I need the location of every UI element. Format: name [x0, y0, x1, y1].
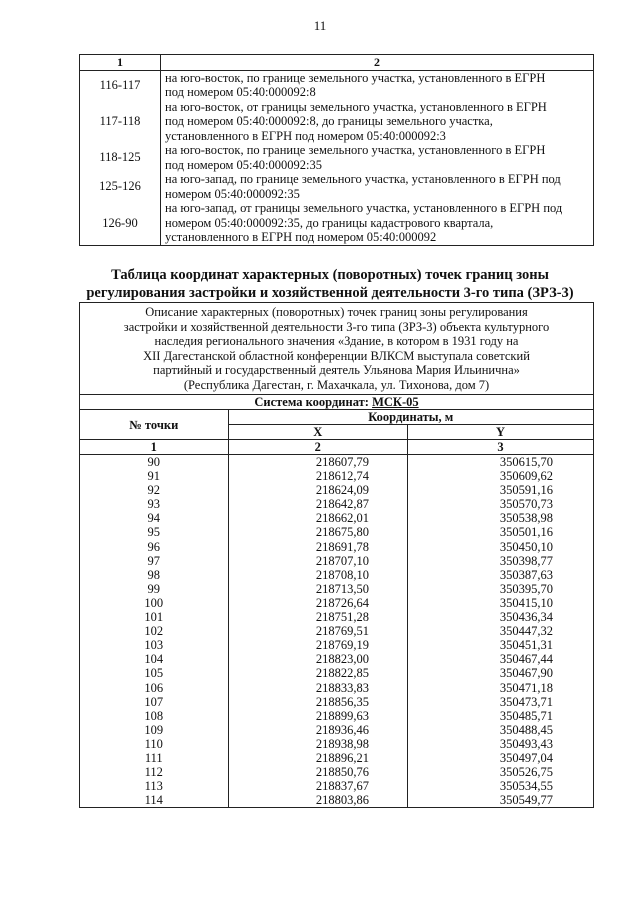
table-row	[80, 483, 594, 497]
column-number-2: 2	[161, 55, 594, 71]
y-coordinate: 350447,32	[407, 624, 593, 638]
x-coordinate: 218833,83	[228, 681, 407, 695]
x-coordinate: 218624,09	[228, 483, 407, 497]
description-line: застройки и хозяйственной деятельности 3-го типа (ЗРЗ-3) объекта культурного	[123, 319, 550, 334]
segment-id: 125-126	[80, 172, 161, 201]
y-coordinate: 350615,70	[407, 455, 593, 470]
point-number: 112	[80, 765, 229, 779]
y-coordinate: 350526,75	[407, 765, 593, 779]
x-coordinate: 218691,78	[228, 540, 407, 554]
x-coordinate: 218662,01	[228, 511, 407, 525]
segment-id: 116-117	[80, 70, 161, 100]
y-coordinate: 350415,10	[407, 596, 593, 610]
table-row	[80, 666, 594, 680]
description-line: XII Дагестанской областной конференции ВЛКСМ выступала советский	[143, 348, 530, 363]
x-coordinate: 218675,80	[228, 525, 407, 539]
coordinates-header: Координаты, м	[228, 410, 593, 425]
point-number: 101	[80, 610, 229, 624]
table-header-row	[80, 55, 594, 71]
x-coordinate: 218769,51	[228, 624, 407, 638]
table-row	[80, 201, 594, 245]
x-coordinate: 218612,74	[228, 469, 407, 483]
point-number: 110	[80, 737, 229, 751]
table-row	[80, 596, 594, 610]
table-row	[80, 709, 594, 723]
description-line: на юго-восток, по границе земельного участка, установленного в ЕГРН	[165, 143, 546, 157]
segment-id: 117-118	[80, 100, 161, 144]
table-row	[80, 540, 594, 554]
point-number: 102	[80, 624, 229, 638]
x-coordinate: 218837,67	[228, 779, 407, 793]
y-coordinate: 350450,10	[407, 540, 593, 554]
point-number: 108	[80, 709, 229, 723]
table-row	[80, 723, 594, 737]
description-row	[80, 303, 594, 395]
point-number: 98	[80, 568, 229, 582]
table-row	[80, 469, 594, 483]
point-number: 96	[80, 540, 229, 554]
description-line: под номером 05:40:000092:35	[165, 157, 322, 172]
point-number: 92	[80, 483, 229, 497]
segment-description	[161, 201, 594, 245]
table-row	[80, 737, 594, 751]
column-number-3: 3	[407, 440, 593, 455]
y-coordinate: 350436,34	[407, 610, 593, 624]
segment-description	[161, 70, 594, 100]
x-coordinate: 218938,98	[228, 737, 407, 751]
table-row	[80, 695, 594, 709]
table-row	[80, 779, 594, 793]
y-coordinate: 350591,16	[407, 483, 593, 497]
section-title-line: Таблица координат характерных (поворотных) точек границ зоны	[111, 267, 549, 283]
segment-id: 118-125	[80, 143, 161, 172]
table-row	[80, 497, 594, 511]
column-number-2: 2	[228, 440, 407, 455]
point-number: 93	[80, 497, 229, 511]
description-line: на юго-восток, от границы земельного участка, установленного в ЕГРН	[165, 99, 547, 114]
y-coordinate: 350485,71	[407, 709, 593, 723]
table-row	[80, 624, 594, 638]
y-coordinate: 350549,77	[407, 793, 593, 808]
section-title	[60, 266, 600, 302]
x-coordinate: 218751,28	[228, 610, 407, 624]
point-number: 99	[80, 582, 229, 596]
x-coordinate: 218708,10	[228, 568, 407, 582]
x-coordinate: 218822,85	[228, 666, 407, 680]
point-number: 97	[80, 554, 229, 568]
y-coordinate: 350501,16	[407, 525, 593, 539]
point-number: 104	[80, 652, 229, 666]
point-number: 111	[80, 751, 229, 765]
x-coordinate: 218713,50	[228, 582, 407, 596]
point-number: 94	[80, 511, 229, 525]
x-coordinate: 218850,76	[228, 765, 407, 779]
x-coordinate: 218896,21	[228, 751, 407, 765]
point-number: 106	[80, 681, 229, 695]
coordinate-system-value: МСК-05	[372, 395, 419, 409]
y-coordinate: 350488,45	[407, 723, 593, 737]
y-coordinate: 350570,73	[407, 497, 593, 511]
segment-description	[161, 100, 594, 144]
description-line: наследия регионального значения «Здание, в котором в 1931 году на	[154, 334, 519, 348]
header-row-1	[80, 410, 594, 425]
x-coordinate: 218899,63	[228, 709, 407, 723]
segment-id: 126-90	[80, 201, 161, 245]
y-coordinate: 350609,62	[407, 469, 593, 483]
description-line: установленного в ЕГРН под номером 05:40:000092	[165, 230, 437, 244]
point-number: 95	[80, 525, 229, 539]
coordinate-system-row	[80, 395, 594, 410]
table-row	[80, 568, 594, 582]
table-row	[80, 455, 594, 470]
point-number: 107	[80, 695, 229, 709]
y-coordinate: 350534,55	[407, 779, 593, 793]
coordinate-system-label: Система координат:	[254, 395, 373, 409]
description-line: номером 05:40:000092:35, до границы кадастрового квартала,	[165, 215, 494, 230]
point-number: 91	[80, 469, 229, 483]
y-coordinate: 350395,70	[407, 582, 593, 596]
y-coordinate: 350467,44	[407, 652, 593, 666]
x-coordinate: 218936,46	[228, 723, 407, 737]
y-coordinate: 350473,71	[407, 695, 593, 709]
column-number-1: 1	[80, 440, 229, 455]
coordinates-table	[79, 302, 594, 808]
description-line: Описание характерных (поворотных) точек границ зоны регулирования	[145, 305, 528, 319]
x-header: X	[228, 425, 407, 440]
point-number: 109	[80, 723, 229, 737]
y-coordinate: 350538,98	[407, 511, 593, 525]
description-line: под номером 05:40:000092:8, до границы земельного участка,	[165, 114, 493, 128]
page-number: 11	[313, 18, 327, 33]
description-line: на юго-запад, по границе земельного участка, установленного в ЕГРН под	[165, 172, 561, 186]
coordinate-system	[80, 395, 594, 410]
description-line: установленного в ЕГРН под номером 05:40:000092:3	[165, 128, 446, 143]
x-coordinate: 218856,35	[228, 695, 407, 709]
table-row	[80, 652, 594, 666]
y-coordinate: 350497,04	[407, 751, 593, 765]
table-row	[80, 70, 594, 100]
x-coordinate: 218607,79	[228, 455, 407, 470]
description-line: (Республика Дагестан, г. Махачкала, ул. Тихонова, дом 7)	[183, 377, 490, 392]
boundary-rows	[80, 70, 594, 245]
description-line: номером 05:40:000092:35	[165, 186, 300, 201]
table-row	[80, 610, 594, 624]
object-description	[80, 303, 594, 395]
table-row	[80, 681, 594, 695]
column-numbers-row	[80, 440, 594, 455]
y-coordinate: 350471,18	[407, 681, 593, 695]
section-title-line: регулирования застройки и хозяйственной деятельности 3-го типа (ЗРЗ-3)	[86, 285, 574, 301]
point-number: 114	[80, 793, 229, 808]
table-row	[80, 765, 594, 779]
table-row	[80, 525, 594, 539]
table-row	[80, 554, 594, 568]
y-coordinate: 350451,31	[407, 638, 593, 652]
point-number: 100	[80, 596, 229, 610]
segment-description	[161, 143, 594, 172]
x-coordinate: 218823,00	[228, 652, 407, 666]
column-number-1: 1	[80, 55, 161, 71]
description-line: на юго-восток, по границе земельного участка, установленного в ЕГРН	[165, 70, 546, 85]
table-row	[80, 751, 594, 765]
table-row	[80, 143, 594, 172]
y-header: Y	[407, 425, 593, 440]
description-line: партийный и государственный деятель Ульянова Мария Ильинична»	[153, 363, 520, 377]
x-coordinate: 218707,10	[228, 554, 407, 568]
y-coordinate: 350493,43	[407, 737, 593, 751]
y-coordinate: 350398,77	[407, 554, 593, 568]
table-row	[80, 100, 594, 144]
description-line: на юго-запад, от границы земельного участка, установленного в ЕГРН под	[165, 201, 563, 215]
table-row	[80, 172, 594, 201]
y-coordinate: 350387,63	[407, 568, 593, 582]
coordinate-rows	[80, 455, 594, 808]
point-number: 113	[80, 779, 229, 793]
point-number: 103	[80, 638, 229, 652]
table-row	[80, 511, 594, 525]
point-number: 105	[80, 666, 229, 680]
x-coordinate: 218726,64	[228, 596, 407, 610]
point-number-header: № точки	[80, 410, 229, 440]
boundary-description-table	[79, 54, 594, 246]
x-coordinate: 218642,87	[228, 497, 407, 511]
segment-description	[161, 172, 594, 201]
table-row	[80, 793, 594, 808]
point-number: 90	[80, 455, 229, 470]
x-coordinate: 218769,19	[228, 638, 407, 652]
table-row	[80, 582, 594, 596]
y-coordinate: 350467,90	[407, 666, 593, 680]
table-row	[80, 638, 594, 652]
x-coordinate: 218803,86	[228, 793, 407, 808]
description-line: под номером 05:40:000092:8	[165, 85, 316, 99]
